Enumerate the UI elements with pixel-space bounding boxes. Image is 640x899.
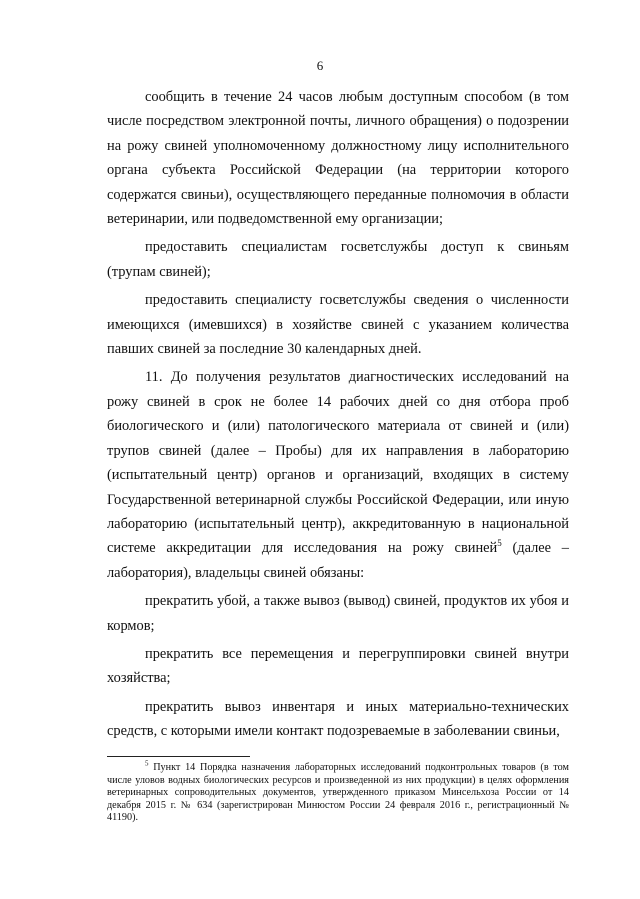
footnote-reference: 5 — [497, 538, 502, 549]
paragraph-provide-information: предоставить специалисту госветслужбы сведения о численности имеющихся (имевшихся) в хозяйстве свиней с указанием количества павших свиней за последние 30 календарных дней. — [107, 292, 569, 358]
footnote-mark: 5 — [145, 759, 149, 768]
document-body — [107, 85, 569, 744]
item-11-text: 11. До получения результатов диагностических исследований на рожу свиней в срок не более 14 рабочих дней со дня отбора проб биологического и (или) патологического материала от свиней и (или) трупов свиней (далее – Пробы) для их направления в лабораторию (испытательный центр) органов и организаций, входящих в систему Государственной ветеринарной службы Российской Федерации, или иную лабораторию (испытательный центр), аккредитованную в национальной системе аккредитации для исследования на рожу свиней — [107, 369, 569, 557]
obligation-stop-slaughter: прекратить убой, а также вывоз (вывод) свиней, продуктов их убоя и кормов; — [107, 593, 569, 634]
obligation-stop-movement: прекратить все перемещения и перегруппировки свиней внутри хозяйства; — [107, 645, 569, 687]
footnote — [107, 759, 569, 825]
page-number: 6 — [316, 58, 324, 73]
item-11-text-end: (далее – лаборатория), владельцы свиней обязаны: — [107, 540, 569, 581]
footnote-text: Пункт 14 Порядка назначения лабораторных исследований подконтрольных товаров (в том числе уловов водных биологических ресурсов и произведенной из них продукции) в целях оформления ветеринарных сопроводительных документов, утвержденного приказом Минсельхоза России от 14 декабря 2015 г. № 634 (зарегистрирован Минюстом России 24 февраля 2016 г., регистрационный № 41190). — [107, 762, 569, 824]
paragraph-report-suspicion: сообщить в течение 24 часов любым доступным способом (в том числе посредством электронной почты, личного обращения) о подозрении на рожу свиней уполномоченному должностному лицу исполнительного органа субъекта Российской Федерации (на территории которого содержатся свиньи), осуществляющего переданные полномочия в области ветеринарии, или подведомственной ему организации; — [107, 89, 569, 228]
paragraph-provide-access: предоставить специалистам госветслужбы доступ к свиньям (трупам свиней); — [107, 239, 569, 280]
footnote-divider — [107, 756, 250, 757]
obligation-stop-equipment-removal: прекратить вывоз инвентаря и иных материально-технических средств, с которыми имели контакт подозреваемые в заболевании свиньи, — [107, 698, 569, 740]
paragraph-item-11 — [107, 365, 569, 585]
